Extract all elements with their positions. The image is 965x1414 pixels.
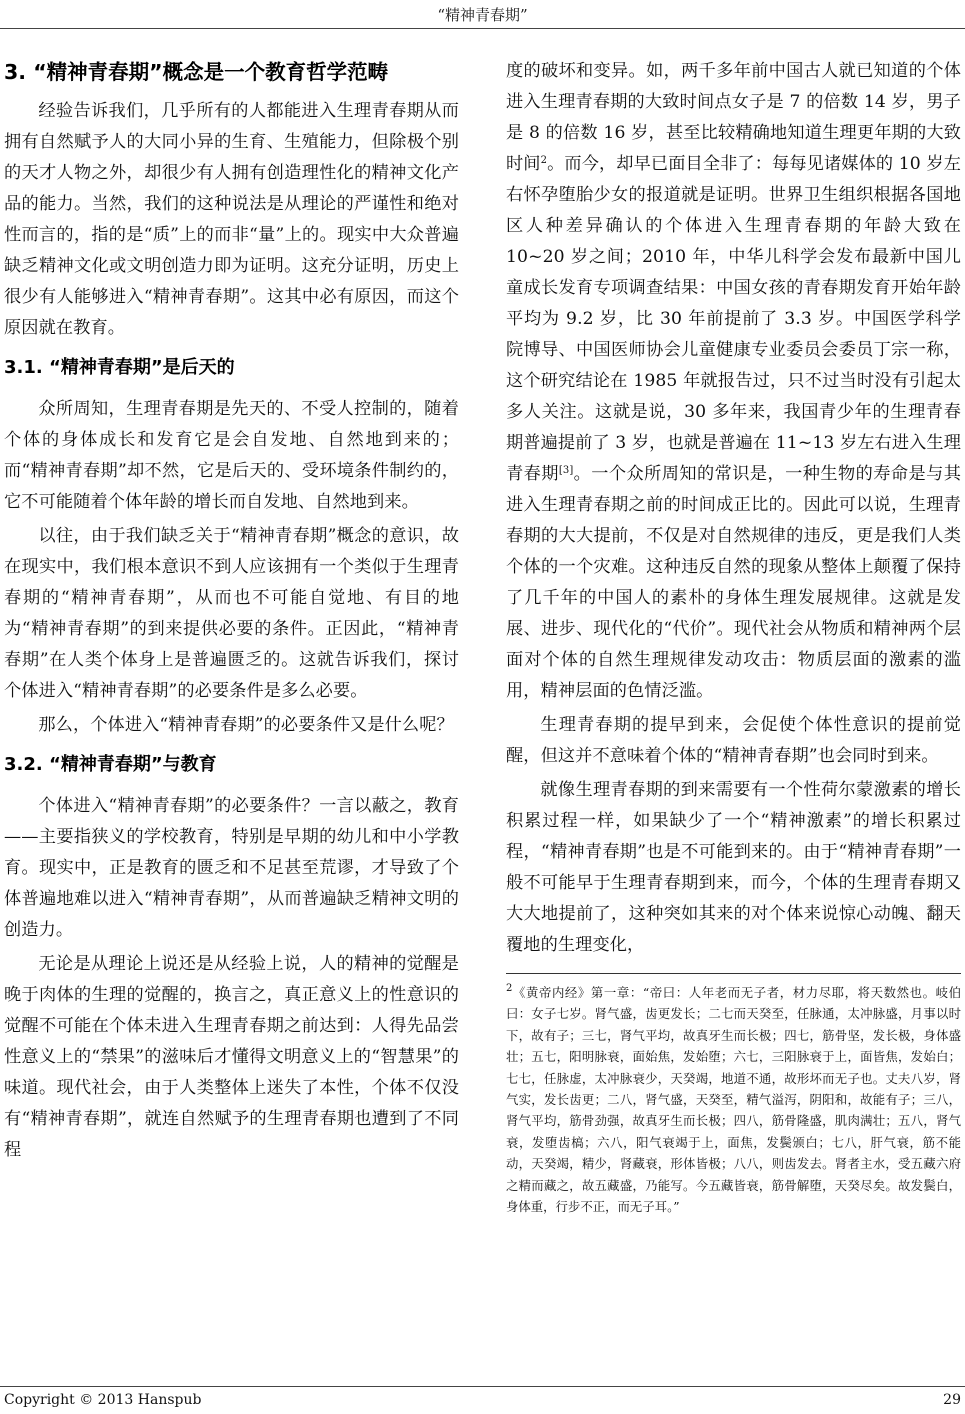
paragraph: 以往，由于我们缺乏关于“精神青春期”概念的意识，故在现实中，我们根本意识不到人应该拥有一个类似于生理青春期的“精神青春期”，从而也不可能自觉地、有目的地为“精神青春期”的到来提供必要的条件。正因此，“精神青春期”在人类个体身上是普遍匮乏的。这就告诉我们，探讨个体进入“精神青春期”的必要条件是多么必要。 [4,526,459,701]
paragraph: 那么，个体进入“精神青春期”的必要条件又是什么呢？ [38,715,454,735]
subsection-heading-3-1: 3.1. “精神青春期”是后天的 [4,357,235,378]
text-run: 。而今，却早已面目全非了：每每见诸媒体的 10 岁左右怀孕堕胎少女的报道就是证明。世界卫生组织根据各国地区人种差异确认的个体进入生理青春期的年龄大致在 10~20 岁之间；2010 年，中华儿科学会发布最新中国儿童成长发育专项调查结果：中国女孩的青春期发育开始年龄平均为 9.2 岁，比 30 年前提前了 3.3 岁。中国医学科学院博导、中国医师协会儿童健康专业委员会委员丁宗一称，这个研究结论在 1985 年就报告过，只不过当时没有引起太多人关注。这就是说，30 多年来，我国青少年的生理青春期普遍提前了 3 岁，也就是普遍在 11~13 岁左右进入生理青春期 [506,154,961,484]
footnote-number: 2 [506,983,513,994]
text-run: 。一个众所周知的常识是，一种生物的寿命是与其进入生理青春期之前的时间成正比的。因此可以说，生理青春期的大大提前，不仅是对自然规律的违反，更是我们人类个体的一个灾难。这种违反自然的现象从整体上颠覆了保持了几千年的中国人的素朴的身体生理发展规律。这就是发展、进步、现代化的“代价”。现代社会从物质和精神两个层面对个体的自然生理规律发动攻击：物质层面的激素的滥用，精神层面的色情泛滥。 [506,464,961,701]
paragraph-continued [506,56,961,707]
footnote-marker[interactable]: 2 [540,155,548,166]
paragraph: 无论是从理论上说还是从经验上说，人的精神的觉醒是晚于肉体的生理的觉醒的，换言之，真正意义上的性意识的觉醒不可能在个体未进入生理青春期之前达到：人得先品尝性意义上的“禁果”的滋味后才懂得文明意义上的“智慧果”的味道。现代社会，由于人类整体上迷失了本性，个体不仅没有“精神青春期”，就连自然赋予的生理青春期也遭到了不同程 [4,954,459,1160]
page-number: 29 [943,1392,961,1408]
left-column [4,56,459,1169]
footnote [506,982,961,1217]
header-rule [0,28,965,29]
paragraph: 经验告诉我们，几乎所有的人都能进入生理青春期从而拥有自然赋予人的大同小异的生育、生殖能力，但除极个别的天才人物之外，却很少有人拥有创造理性化的精神文化产品的能力。当然，我们的这种说法是从理论的严谨性和绝对性而言的，指的是“质”上的而非“量”上的。现实中大众普遍缺乏精神文化或文明创造力即为证明。这充分证明，历史上很少有人能够进入“精神青春期”。这其中必有原因，而这个原因就在教育。 [4,101,459,338]
running-header: “精神青春期” [437,6,528,24]
footer-rule [0,1386,965,1387]
paragraph: 就像生理青春期的到来需要有一个性荷尔蒙激素的增长积累过程一样，如果缺少了一个“精神激素”的增长积累过程，“精神青春期”也是不可能到来的。由于“精神青春期”一般不可能早于生理青春期到来，而今，个体的生理青春期又大大地提前了，这种突如其来的对个体来说惊心动魄、翻天覆地的生理变化， [506,780,961,955]
citation-ref[interactable]: [3] [558,465,574,476]
paragraph: 个体进入“精神青春期”的必要条件？一言以蔽之，教育——主要指狭义的学校教育，特别是早期的幼儿和中小学教育。现实中，正是教育的匮乏和不足甚至荒谬，才导致了个体普遍地难以进入“精神青春期”，从而普遍缺乏精神文明的创造力。 [4,796,459,940]
footnote-rule [506,973,961,974]
paragraph: 众所周知，生理青春期是先天的、不受人控制的，随着个体的身体成长和发育它是会自发地、自然地到来的；而“精神青春期”却不然，它是后天的、受环境条件制约的，它不可能随着个体年龄的增长而自发地、自然地到来。 [4,399,459,512]
section-heading-3: 3. “精神青春期”概念是一个教育哲学范畴 [4,60,389,84]
right-column [506,56,961,1217]
footnote-text: 《黄帝内经》第一章：“帝曰：人年老而无子者，材力尽耶，将天数然也。岐伯曰：女子七岁。肾气盛，齿更发长；二七而天癸至，任脉通，太冲脉盛，月事以时下，故有子；三七，肾气平均，故真牙生而长极；四七，筋骨坚，发长极，身体盛壮；五七，阳明脉衰，面始焦，发始堕；六七，三阳脉衰于上，面皆焦，发始白；七七，任脉虚，太冲脉衰少，天癸竭，地道不通，故形坏而无子也。丈夫八岁，肾气实，发长齿更；二八，肾气盛，天癸至，精气溢泻，阴阳和，故能有子；三八，肾气平均，筋骨劲强，故真牙生而长极；四八，筋骨隆盛，肌肉满壮；五八，肾气衰，发堕齿槁；六八，阳气衰竭于上，面焦，发鬓颁白；七八，肝气衰，筋不能动，天癸竭，精少，肾藏衰，形体皆极；八八，则齿发去。肾者主水，受五藏六府之精而藏之，故五藏盛，乃能写。今五藏皆衰，筋骨解堕，天癸尽矣。故发鬓白，身体重，行步不正，而无子耳。” [506,985,961,1215]
subsection-heading-3-2: 3.2. “精神青春期”与教育 [4,754,217,775]
copyright-notice: Copyright © 2013 Hanspub [4,1392,202,1408]
text-run: 度的破坏和变异。如，两千多年前中国古人就已知道的个体进入生理青春期的大致时间点女子是 7 的倍数 14 岁，男子是 8 的倍数 16 岁，甚至比较精确地知道生理更年期的大致时间 [506,61,961,174]
paragraph: 生理青春期的提早到来，会促使个体性意识的提前觉醒，但这并不意味着个体的“精神青春期”也会同时到来。 [506,715,961,766]
